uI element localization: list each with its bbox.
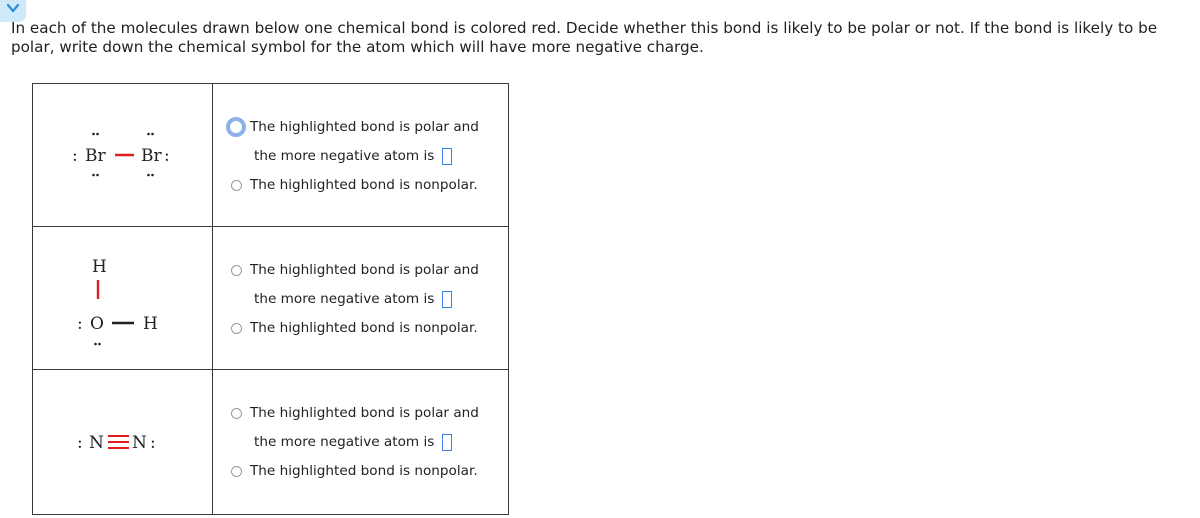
option-polar-detail-3 xyxy=(254,432,452,452)
atom-br-left: Br xyxy=(85,146,106,166)
lone-pair-right: : xyxy=(150,433,156,453)
option-nonpolar-2[interactable] xyxy=(231,318,478,338)
option-polar-label: The highlighted bond is polar and xyxy=(250,262,479,278)
answer-input-1[interactable] xyxy=(442,148,452,165)
radio-polar-3[interactable] xyxy=(231,408,242,419)
atom-o: O xyxy=(90,314,104,334)
atom-h-right: H xyxy=(143,314,158,334)
lone-pair-left: : xyxy=(77,433,83,453)
molecule-cell-h2o xyxy=(33,227,213,369)
option-nonpolar-label: The highlighted bond is nonpolar. xyxy=(250,463,478,479)
radio-nonpolar-2[interactable] xyxy=(231,323,242,334)
atom-n-left: N xyxy=(89,433,104,453)
option-nonpolar-1[interactable] xyxy=(231,175,478,195)
answer-cell-3 xyxy=(213,370,508,514)
radio-nonpolar-3[interactable] xyxy=(231,466,242,477)
question-row-2 xyxy=(33,227,508,370)
more-negative-label: the more negative atom is xyxy=(254,148,435,164)
radio-polar-1[interactable] xyxy=(226,117,246,137)
radio-nonpolar-1[interactable] xyxy=(231,180,242,191)
option-nonpolar-label: The highlighted bond is nonpolar. xyxy=(250,177,478,193)
question-row-3 xyxy=(33,370,508,514)
answer-input-3[interactable] xyxy=(442,434,452,451)
option-polar-1[interactable] xyxy=(231,117,479,137)
question-row-1 xyxy=(33,84,508,227)
answer-input-2[interactable] xyxy=(442,291,452,308)
h2o-structure xyxy=(33,227,213,370)
lone-pair-right: : xyxy=(164,146,170,166)
highlighted-triple-bond xyxy=(108,436,129,448)
atom-n-right: N xyxy=(132,433,147,453)
answer-cell-1 xyxy=(213,84,508,226)
more-negative-label: the more negative atom is xyxy=(254,434,435,450)
option-nonpolar-label: The highlighted bond is nonpolar. xyxy=(250,320,478,336)
molecule-cell-n2 xyxy=(33,370,213,514)
question-instructions: In each of the molecules drawn below one chemical bond is colored red. Decide whether this bond is likely to be polar or not. If the bond is likely to be polar, write down the chemical symbol for the atom which will have more negative charge. xyxy=(11,19,1158,56)
option-polar-label: The highlighted bond is polar and xyxy=(250,405,479,421)
option-polar-2[interactable] xyxy=(231,260,479,280)
question-table xyxy=(32,83,509,515)
n2-structure xyxy=(33,370,213,514)
lone-pair-left: : xyxy=(77,314,83,334)
option-polar-3[interactable] xyxy=(231,403,479,423)
radio-polar-2[interactable] xyxy=(231,265,242,276)
more-negative-label: the more negative atom is xyxy=(254,291,435,307)
option-nonpolar-3[interactable] xyxy=(231,461,478,481)
option-polar-detail-2 xyxy=(254,289,452,309)
option-polar-detail-1 xyxy=(254,146,452,166)
atom-br-right: Br xyxy=(141,146,162,166)
option-polar-label: The highlighted bond is polar and xyxy=(250,119,479,135)
br2-structure xyxy=(33,84,213,227)
atom-h-top: H xyxy=(92,257,107,277)
answer-cell-2 xyxy=(213,227,508,369)
lone-pair-left: : xyxy=(72,146,78,166)
molecule-cell-br2 xyxy=(33,84,213,226)
chevron-down-icon xyxy=(7,2,19,14)
